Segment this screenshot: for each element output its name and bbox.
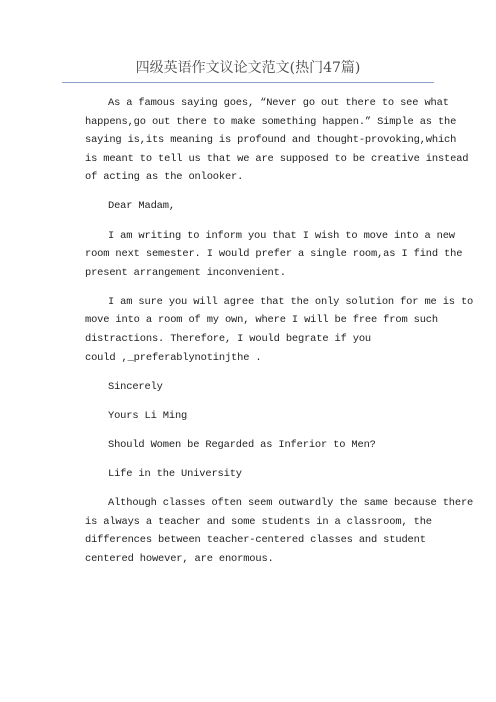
paragraph-heading-university [62, 465, 442, 484]
title-underline [62, 82, 434, 83]
paragraph-line: distractions. Therefore, I would begrate if you [85, 333, 372, 346]
paragraph-line: Although classes often seem outwardly the same because there [108, 497, 474, 510]
paragraph-line: Dear Madam, [108, 200, 175, 213]
paragraph-line: saying is,its meaning is profound and thought-provoking,which [85, 134, 457, 147]
paragraph-solution [62, 293, 474, 367]
paragraph-line: I am writing to inform you that I wish to move into a new [108, 229, 455, 242]
paragraph-line: differences between teacher-centered classes and student [85, 534, 426, 547]
paragraph-line: Yours Li Ming [108, 409, 188, 422]
paragraph-line: move into a room of my own, where I will be free from such [85, 314, 438, 327]
paragraph-signature [62, 407, 442, 426]
document-title: 四级英语作文议论文范文(热门47篇) [135, 60, 361, 76]
paragraph-line: As a famous saying goes, “Never go out there to see what [108, 97, 449, 109]
paragraph-line: happens,go out there to make something happen.” Simple as the [85, 115, 457, 128]
paragraph-salutation [62, 197, 442, 216]
paragraph-line: could ,_preferablynotinjthe . [85, 351, 262, 364]
paragraph-classes [62, 494, 474, 568]
paragraph-line: is meant to tell us that we are supposed to be creative instead [85, 152, 469, 165]
paragraph-line: Sincerely [108, 380, 163, 393]
paragraph-line: of acting as the onlooker. [85, 171, 244, 184]
document-body [62, 94, 474, 579]
paragraph-closing [62, 378, 442, 397]
paragraph-line: I am sure you will agree that the only solution for me is to [108, 295, 474, 308]
paragraph-line: room next semester. I would prefer a single room,as I find the [85, 248, 463, 261]
paragraph-line: is always a teacher and some students in a classroom, the [85, 515, 432, 528]
paragraph-line: Should Women be Regarded as Inferior to Men? [108, 438, 376, 451]
paragraph-line: Life in the University [108, 468, 242, 480]
paragraph-request [62, 227, 463, 283]
paragraph-heading-women [62, 436, 442, 455]
paragraph-line: centered however, are enormous. [85, 552, 274, 565]
paragraph-saying [62, 94, 469, 187]
paragraph-line: present arrangement inconvenient. [85, 266, 286, 279]
